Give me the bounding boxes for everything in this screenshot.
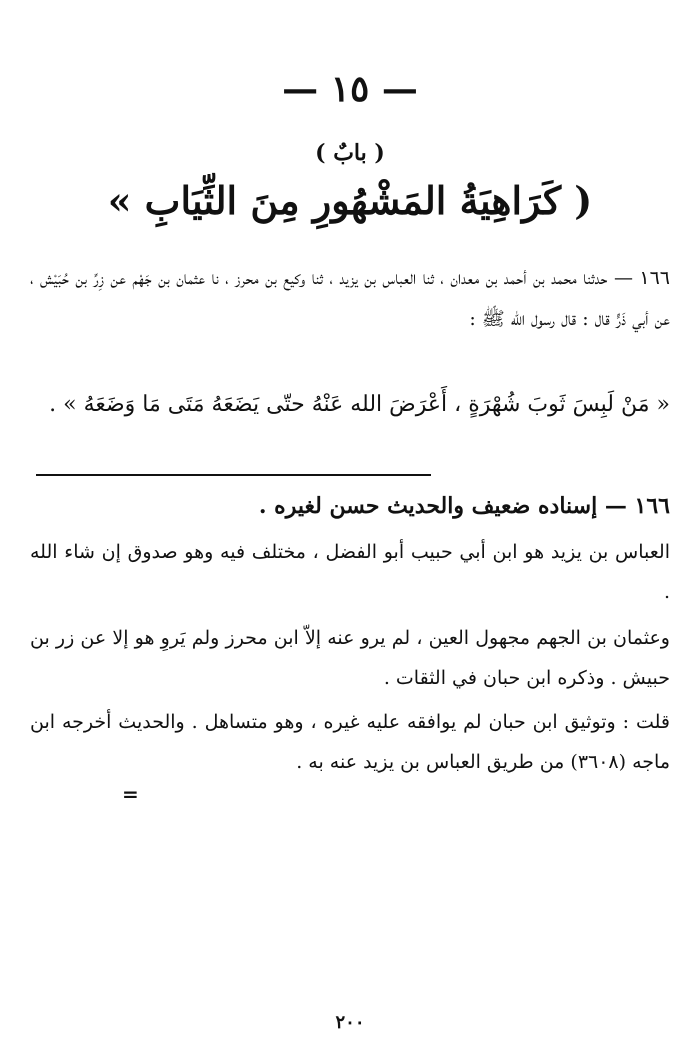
chapter-title: ( كَرَاهِيَةُ المَشْهُورِ مِنَ الثِّيَابِ » (107, 178, 593, 223)
bab-label: ( بابٌ ) (315, 140, 385, 166)
chapter-number: — ١٥ — (282, 68, 418, 110)
commentary-paragraph-2: وعثمان بن الجهم مجهول العين ، لم يرو عنه إلاّ ابن محرز ولم يَروِ هو إلا عن زر بن حبيش . وذكره ابن حبان في الثقات . (30, 627, 670, 689)
commentary-paragraph-1: العباس بن يزيد هو ابن أبي حبيب أبو الفضل ، مختلف فيه وهو صدوق إن شاء الله . (30, 541, 670, 603)
commentary-heading: ١٦٦ — إسناده ضعيف والحديث حسن لغيره . (258, 493, 670, 519)
footnote-divider (36, 474, 431, 476)
page-number: ٢٠٠ (335, 1012, 365, 1033)
hadith-matn: « مَنْ لَبِسَ ثَوبَ شُهْرَةٍ ، أَعْرَضَ الله عَنْهُ حتّى يَضَعَهُ مَتَى مَا وَضَعَهُ » . (49, 392, 670, 417)
commentary-paragraph-3: قلت : وتوثيق ابن حبان لم يوافقه عليه غيره ، وهو متساهل . والحديث أخرجه ابن ماجه (٣٦٠٨) من طريق العباس بن يزيد عنه به . (30, 711, 670, 773)
hadith-isnad: ١٦٦ — حدثنا محمد بن أحمد بن معدان ، ثنا العباس بن يزيد ، ثنا وكيع بن محرز ، نا عثمان بن جَهْم عن زِرِّ بن حُبَيْش ، عن أبي ذَرٍّ قال : قال رسول الله ﷺ : (30, 267, 670, 330)
continuation-mark: = (122, 782, 139, 806)
